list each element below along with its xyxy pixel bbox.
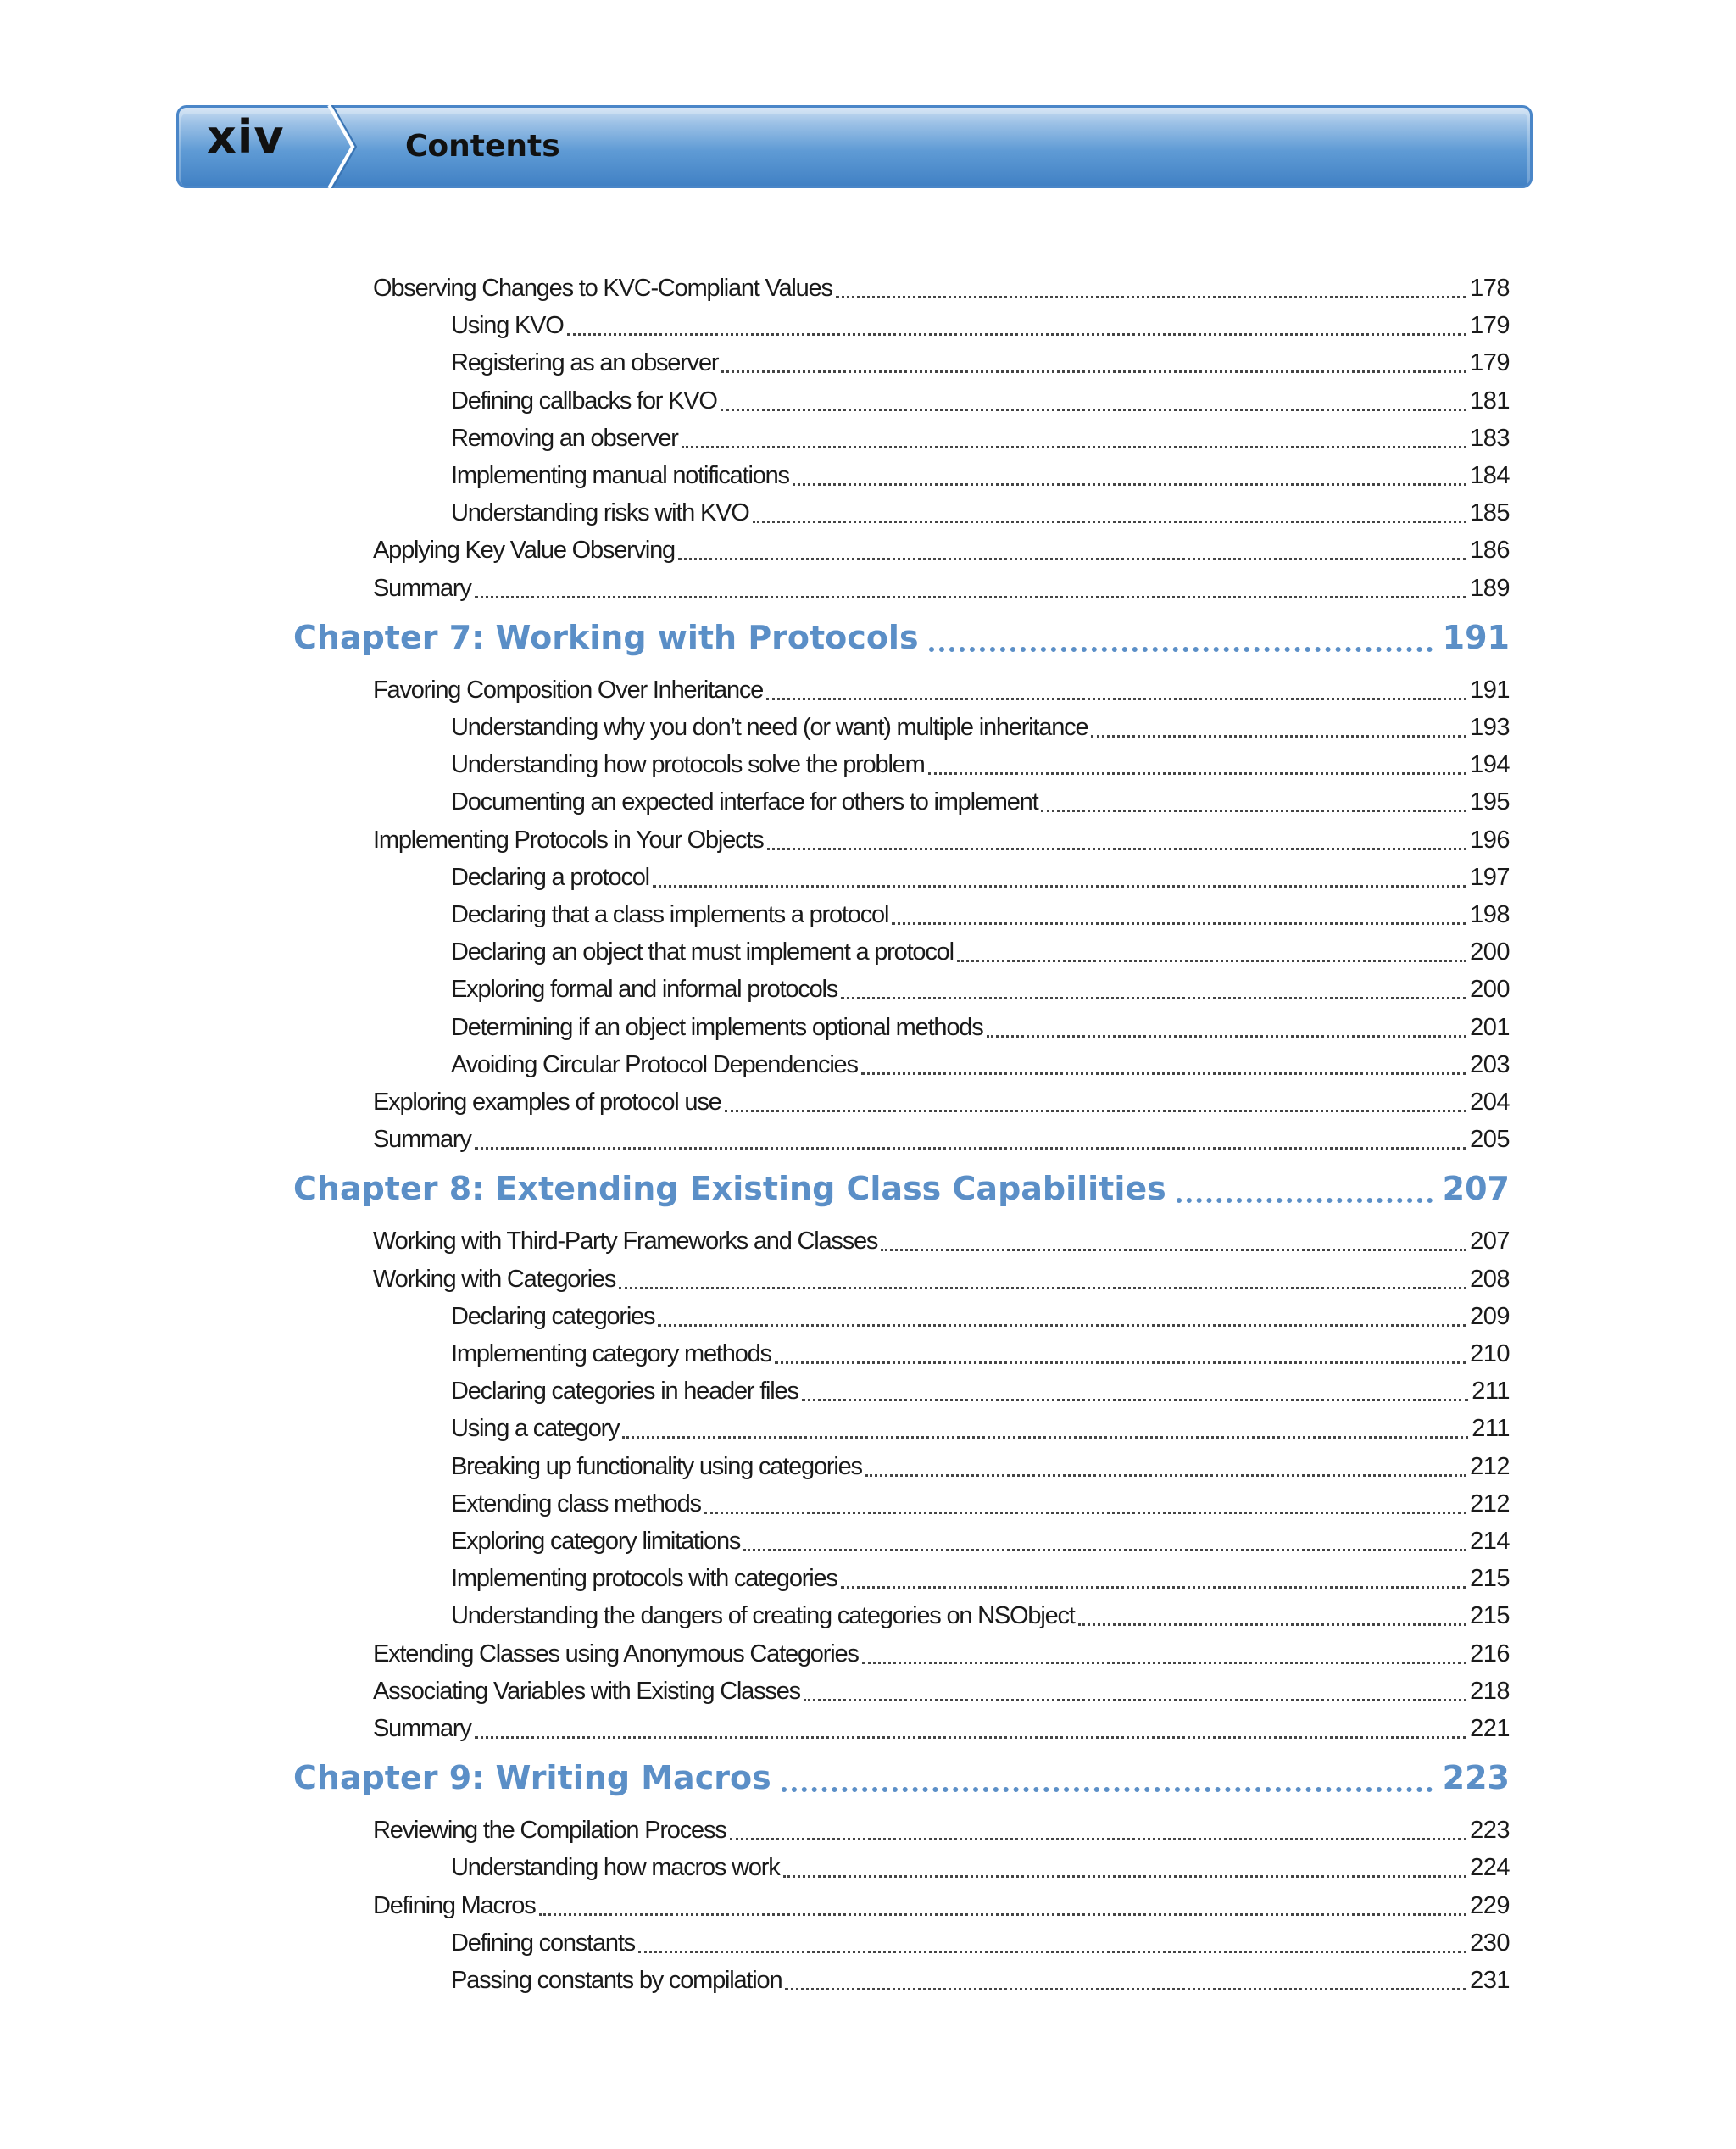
- toc-subsection-entry: [451, 307, 1510, 344]
- dot-leader: [785, 1988, 1466, 1990]
- toc-section-entry: [373, 1887, 1510, 1924]
- entry-title: Exploring examples of protocol use: [373, 1088, 721, 1116]
- chapter-heading: [293, 1165, 1510, 1212]
- dot-leader: [622, 1436, 1468, 1439]
- dot-leader: [836, 296, 1466, 298]
- dot-leader: [881, 1249, 1466, 1251]
- toc-section-entry: [373, 1812, 1510, 1849]
- toc-subsection-entry: [451, 1410, 1510, 1447]
- page-ref: 203: [1470, 1051, 1510, 1078]
- entry-title: Summary: [373, 575, 471, 602]
- toc-section-entry: [373, 1222, 1510, 1260]
- page-ref: 193: [1470, 714, 1510, 741]
- page-ref: 223: [1470, 1817, 1510, 1844]
- toc-section-entry: [373, 1121, 1510, 1158]
- page-ref: 205: [1470, 1126, 1510, 1153]
- entry-title: Summary: [373, 1126, 471, 1153]
- entry-title: Declaring an object that must implement a protocol: [451, 938, 954, 966]
- entry-title: Understanding risks with KVO: [451, 499, 749, 526]
- dot-leader: [743, 1549, 1466, 1551]
- entry-title: Reviewing the Compilation Process: [373, 1817, 726, 1844]
- entry-title: Declaring a protocol: [451, 864, 649, 891]
- entry-title: Extending class methods: [451, 1490, 701, 1517]
- page-ref: 178: [1470, 275, 1510, 302]
- page-ref: 231: [1470, 1967, 1510, 1994]
- toc-subsection-entry: [451, 896, 1510, 933]
- page-ref: 223: [1442, 1759, 1510, 1796]
- entry-title: Associating Variables with Existing Classes: [373, 1678, 800, 1705]
- entry-title: Defining callbacks for KVO: [451, 387, 717, 415]
- dot-leader: [1177, 1198, 1433, 1203]
- page-ref: 191: [1470, 676, 1510, 704]
- page-ref: 189: [1470, 575, 1510, 602]
- toc-subsection-entry: [451, 1485, 1510, 1523]
- entry-title: Declaring categories in header files: [451, 1378, 798, 1405]
- entry-title: Using a category: [451, 1415, 620, 1442]
- page-ref: 179: [1470, 349, 1510, 376]
- dot-leader: [782, 1787, 1433, 1792]
- entry-title: Declaring categories: [451, 1303, 655, 1330]
- entry-title: Implementing category methods: [451, 1340, 771, 1367]
- toc-subsection-entry: [451, 1597, 1510, 1634]
- entry-title: Breaking up functionality using categories: [451, 1453, 862, 1480]
- dot-leader: [841, 997, 1466, 999]
- page-ref: 215: [1470, 1565, 1510, 1592]
- dot-leader: [638, 1951, 1466, 1953]
- page-ref: 204: [1470, 1088, 1510, 1116]
- chapter-heading: [293, 1754, 1510, 1801]
- dot-leader: [865, 1474, 1466, 1477]
- entry-title: Implementing Protocols in Your Objects: [373, 827, 764, 854]
- dot-leader: [766, 698, 1466, 700]
- entry-title: Implementing protocols with categories: [451, 1565, 837, 1592]
- dot-leader: [753, 521, 1466, 523]
- page-ref: 196: [1470, 827, 1510, 854]
- dot-leader: [861, 1072, 1466, 1075]
- page-ref: 197: [1470, 864, 1510, 891]
- entry-title: Working with Categories: [373, 1266, 616, 1293]
- entry-title: Implementing manual notifications: [451, 462, 789, 489]
- page-ref: 211: [1472, 1415, 1510, 1442]
- chapter-title: Chapter 7: Working with Protocols: [293, 619, 919, 656]
- entry-title: Favoring Composition Over Inheritance: [373, 676, 764, 704]
- page-ref: 224: [1470, 1854, 1510, 1881]
- toc-section-entry: [373, 532, 1510, 569]
- toc-subsection-entry: [451, 746, 1510, 783]
- toc-subsection-entry: [451, 382, 1510, 420]
- toc-subsection-entry: [451, 1962, 1510, 1999]
- entry-title: Working with Third-Party Frameworks and Classes: [373, 1228, 878, 1255]
- page-ref: 195: [1470, 788, 1510, 816]
- entry-title: Documenting an expected interface for others to implement: [451, 788, 1038, 816]
- dot-leader: [987, 1035, 1467, 1038]
- page-ref: 207: [1470, 1228, 1510, 1255]
- entry-title: Summary: [373, 1715, 471, 1742]
- toc-section-entry: [373, 1261, 1510, 1298]
- dot-leader: [783, 1875, 1467, 1878]
- toc-subsection-entry: [451, 457, 1510, 494]
- page-ref: 186: [1470, 537, 1510, 564]
- entry-title: Using KVO: [451, 312, 564, 339]
- entry-title: Passing constants by compilation: [451, 1967, 782, 1994]
- dot-leader: [475, 1736, 1466, 1739]
- toc-section-entry: [373, 1635, 1510, 1673]
- entry-title: Registering as an observer: [451, 349, 719, 376]
- dot-leader: [767, 848, 1467, 850]
- entry-title: Understanding how macros work: [451, 1854, 780, 1881]
- dot-leader: [892, 922, 1466, 925]
- page-ref: 194: [1470, 751, 1510, 778]
- chapter-heading: [293, 614, 1510, 661]
- dot-leader: [928, 772, 1467, 775]
- chapter-title: Chapter 9: Writing Macros: [293, 1759, 771, 1796]
- dot-leader: [1041, 810, 1466, 812]
- dot-leader: [475, 596, 1466, 598]
- toc-subsection-entry: [451, 1560, 1510, 1597]
- toc-subsection-entry: [451, 1448, 1510, 1485]
- entry-title: Defining Macros: [373, 1892, 536, 1919]
- entry-title: Observing Changes to KVC-Compliant Values: [373, 275, 832, 302]
- toc-section-entry: [373, 1083, 1510, 1121]
- toc-subsection-entry: [451, 933, 1510, 971]
- page-ref: 221: [1470, 1715, 1510, 1742]
- page-ref: 212: [1470, 1490, 1510, 1517]
- dot-leader: [802, 1399, 1468, 1401]
- dot-leader: [678, 558, 1466, 560]
- toc-section-entry: [373, 821, 1510, 859]
- page-ref: 215: [1470, 1602, 1510, 1629]
- page-ref: 230: [1470, 1929, 1510, 1957]
- toc-section-entry: [373, 570, 1510, 607]
- entry-title: Avoiding Circular Protocol Dependencies: [451, 1051, 858, 1078]
- page-ref: 198: [1470, 901, 1510, 928]
- toc-subsection-entry: [451, 420, 1510, 457]
- dot-leader: [725, 1110, 1467, 1112]
- dot-leader: [862, 1662, 1466, 1664]
- entry-title: Defining constants: [451, 1929, 635, 1957]
- dot-leader: [1091, 735, 1466, 738]
- chapter-title: Chapter 8: Extending Existing Class Capabilities: [293, 1170, 1166, 1207]
- toc-section-entry: [373, 1710, 1510, 1747]
- page-ref: 207: [1442, 1170, 1510, 1207]
- page-ref: 218: [1470, 1678, 1510, 1705]
- entry-title: Declaring that a class implements a protocol: [451, 901, 889, 928]
- dot-leader: [804, 1699, 1466, 1701]
- toc-subsection-entry: [451, 1046, 1510, 1083]
- dot-leader: [619, 1287, 1466, 1289]
- page-ref: 181: [1470, 387, 1510, 415]
- entry-title: Extending Classes using Anonymous Categories: [373, 1640, 859, 1667]
- page-ref: 216: [1470, 1640, 1510, 1667]
- dot-leader: [682, 446, 1466, 448]
- page-ref: 185: [1470, 499, 1510, 526]
- dot-leader: [775, 1361, 1466, 1364]
- page-ref: 210: [1470, 1340, 1510, 1367]
- entry-title: Understanding the dangers of creating categories on NSObject: [451, 1602, 1075, 1629]
- toc-subsection-entry: [451, 709, 1510, 746]
- toc-subsection-entry: [451, 783, 1510, 821]
- toc-subsection-entry: [451, 1523, 1510, 1560]
- dot-leader: [721, 370, 1466, 373]
- page-number: xiv: [207, 110, 285, 164]
- dot-leader: [730, 1838, 1467, 1840]
- toc-section-entry: [373, 270, 1510, 307]
- page-ref: 191: [1442, 619, 1510, 656]
- toc-subsection-entry: [451, 1372, 1510, 1410]
- dot-leader: [539, 1913, 1467, 1916]
- dot-leader: [957, 960, 1466, 962]
- page-ref: 184: [1470, 462, 1510, 489]
- toc-subsection-entry: [451, 1009, 1510, 1046]
- toc-subsection-entry: [451, 1335, 1510, 1372]
- page-ref: 229: [1470, 1892, 1510, 1919]
- entry-title: Exploring category limitations: [451, 1528, 741, 1555]
- dot-leader: [658, 1324, 1466, 1327]
- page-ref: 200: [1470, 976, 1510, 1003]
- toc-subsection-entry: [451, 1298, 1510, 1335]
- toc-subsection-entry: [451, 1849, 1510, 1886]
- toc-section-entry: [373, 671, 1510, 709]
- dot-leader: [929, 647, 1433, 652]
- entry-title: Exploring formal and informal protocols: [451, 976, 838, 1003]
- dot-leader: [841, 1586, 1466, 1589]
- toc-subsection-entry: [451, 494, 1510, 532]
- page-ref: 208: [1470, 1266, 1510, 1293]
- entry-title: Understanding how protocols solve the problem: [451, 751, 925, 778]
- page-ref: 183: [1470, 425, 1510, 452]
- toc-subsection-entry: [451, 1924, 1510, 1962]
- page-ref: 200: [1470, 938, 1510, 966]
- page-title: Contents: [405, 129, 560, 164]
- entry-title: Removing an observer: [451, 425, 678, 452]
- toc-subsection-entry: [451, 344, 1510, 381]
- entry-title: Determining if an object implements optional methods: [451, 1014, 983, 1041]
- dot-leader: [704, 1512, 1466, 1514]
- dot-leader: [793, 483, 1466, 486]
- page-ref: 179: [1470, 312, 1510, 339]
- toc-subsection-entry: [451, 971, 1510, 1008]
- dot-leader: [567, 333, 1466, 336]
- dot-leader: [721, 409, 1466, 411]
- entry-title: Applying Key Value Observing: [373, 537, 675, 564]
- page-ref: 212: [1470, 1453, 1510, 1480]
- entry-title: Understanding why you don’t need (or want) multiple inheritance: [451, 714, 1088, 741]
- dot-leader: [1078, 1623, 1466, 1626]
- page-ref: 214: [1470, 1528, 1510, 1555]
- page-ref: 211: [1472, 1378, 1510, 1405]
- dot-leader: [475, 1147, 1466, 1150]
- toc-subsection-entry: [451, 859, 1510, 896]
- dot-leader: [653, 885, 1466, 888]
- page-ref: 209: [1470, 1303, 1510, 1330]
- page-ref: 201: [1470, 1014, 1510, 1041]
- toc-section-entry: [373, 1673, 1510, 1710]
